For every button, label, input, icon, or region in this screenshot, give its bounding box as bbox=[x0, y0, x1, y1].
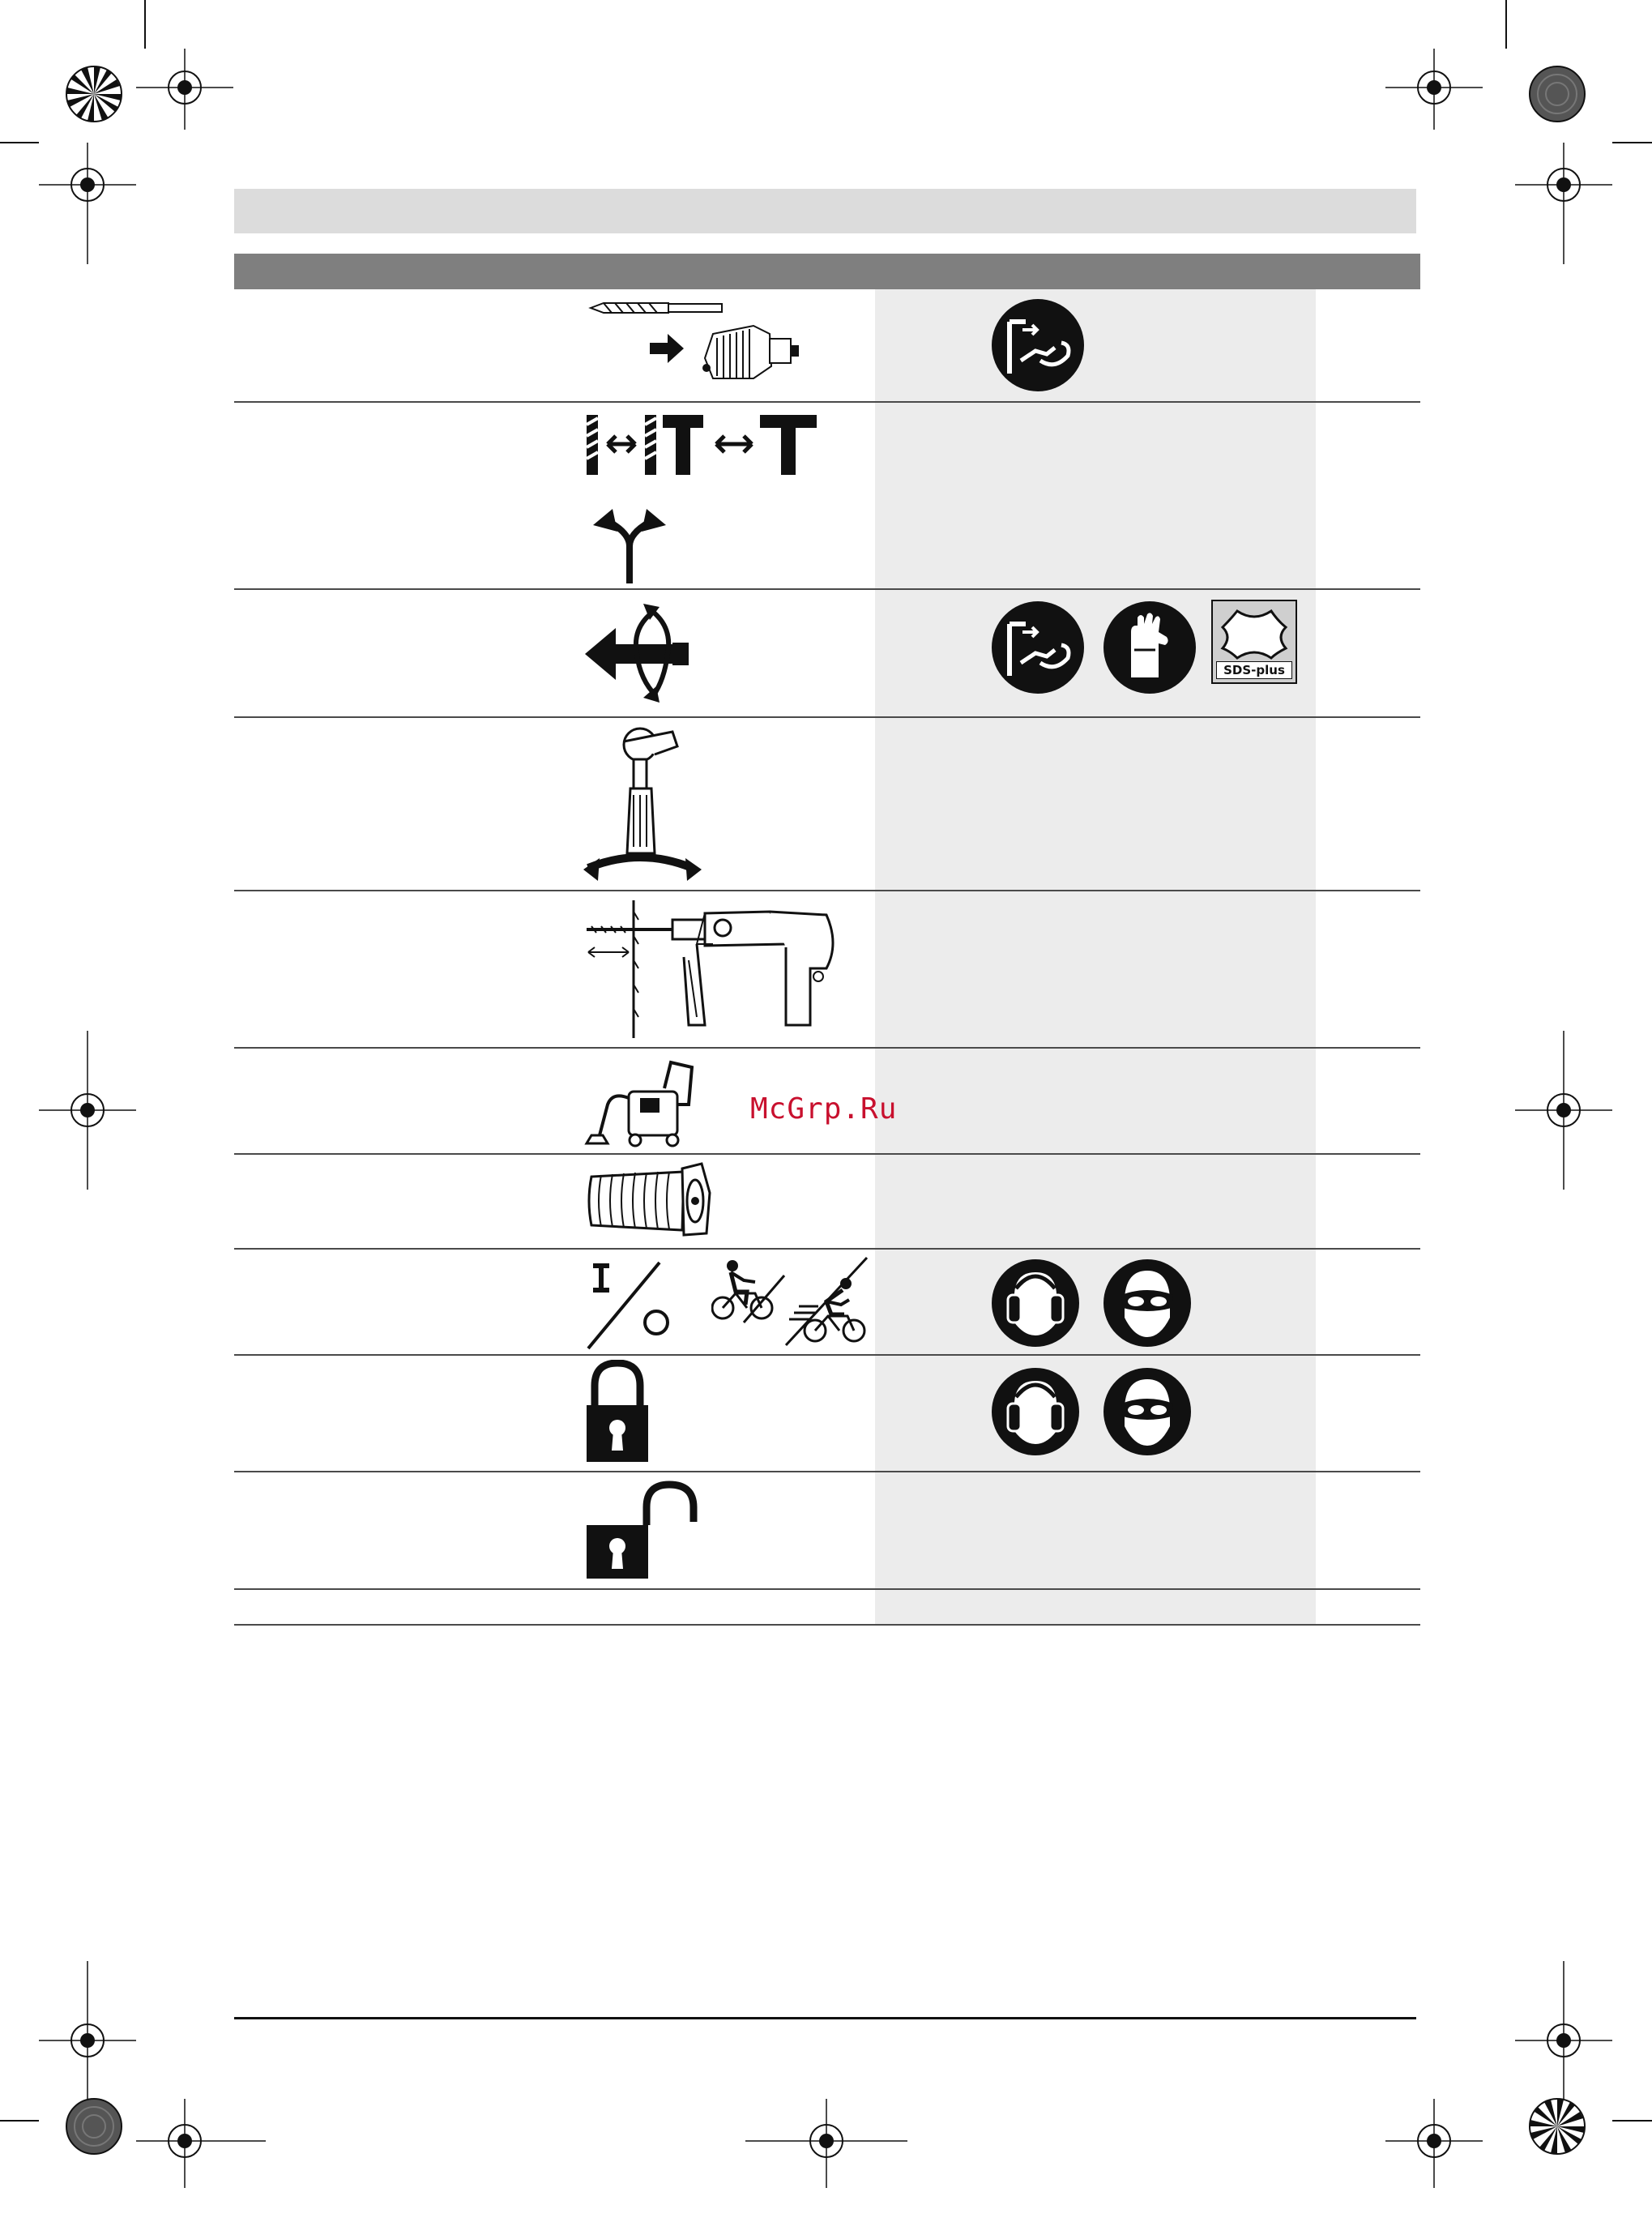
registration-mark bbox=[1515, 1961, 1612, 2120]
auxiliary-handle-icon bbox=[583, 725, 705, 887]
header-bar-dark bbox=[234, 254, 1420, 289]
row-divider bbox=[234, 716, 1420, 718]
row-divider bbox=[234, 890, 1420, 891]
registration-mark bbox=[39, 143, 136, 264]
row-divider bbox=[234, 1588, 1420, 1590]
arrow-right-icon bbox=[648, 332, 685, 365]
sds-plus-label: SDS-plus bbox=[1216, 661, 1292, 679]
row-divider bbox=[234, 1354, 1420, 1356]
dust-protection-cap-icon bbox=[585, 1160, 715, 1241]
sds-plus-badge bbox=[1211, 600, 1297, 684]
crop-line bbox=[144, 0, 146, 49]
rotation-direction-icon bbox=[583, 596, 693, 709]
registration-mark bbox=[1515, 143, 1612, 264]
switch-direction-icon bbox=[585, 504, 674, 585]
fast-cyclist-icon bbox=[783, 1254, 872, 1350]
footer-rule bbox=[234, 2017, 1416, 2019]
padlock-closed-icon bbox=[585, 1360, 650, 1465]
unplug-icon bbox=[990, 297, 1086, 393]
registration-mark bbox=[39, 1961, 136, 2120]
registration-mark bbox=[1385, 49, 1483, 130]
padlock-open-icon bbox=[585, 1480, 702, 1582]
ear-protection-icon bbox=[990, 1258, 1081, 1348]
crop-line bbox=[0, 142, 39, 143]
watermark: McGrp.Ru bbox=[750, 1092, 898, 1126]
on-off-switch-icon bbox=[587, 1261, 676, 1350]
row-divider bbox=[234, 588, 1420, 590]
gloves-icon bbox=[1102, 600, 1197, 695]
header-bar-light bbox=[234, 189, 1416, 233]
safety-goggles-icon bbox=[1102, 1258, 1193, 1348]
row-divider bbox=[234, 1153, 1420, 1155]
registration-mark bbox=[136, 49, 233, 130]
keyless-chuck-icon bbox=[697, 310, 802, 391]
gray-target-mark bbox=[1528, 65, 1586, 123]
star-target-mark bbox=[1528, 2097, 1586, 2156]
shaded-column bbox=[875, 289, 1316, 1625]
row-divider bbox=[234, 1624, 1420, 1626]
row-divider bbox=[234, 1471, 1420, 1472]
crop-line bbox=[1612, 142, 1652, 143]
ear-protection-icon bbox=[990, 1366, 1081, 1457]
registration-mark bbox=[1515, 1031, 1612, 1190]
row-divider bbox=[234, 1047, 1420, 1049]
unplug-icon bbox=[990, 600, 1086, 695]
vacuum-cleaner-icon bbox=[583, 1056, 705, 1149]
drill-mode-icon bbox=[585, 412, 658, 478]
crop-line bbox=[0, 2120, 39, 2122]
sds-shank-icon bbox=[1213, 605, 1296, 663]
depth-stop-drill-icon bbox=[583, 895, 843, 1041]
row-divider bbox=[234, 401, 1420, 403]
gray-target-mark bbox=[65, 2097, 123, 2156]
registration-mark bbox=[39, 1031, 136, 1190]
slow-cyclist-icon bbox=[711, 1259, 788, 1324]
row-divider bbox=[234, 1248, 1420, 1250]
registration-mark bbox=[1385, 2099, 1483, 2188]
hammer-mode-icon bbox=[658, 412, 824, 478]
safety-goggles-icon bbox=[1102, 1366, 1193, 1457]
registration-mark bbox=[745, 2099, 907, 2188]
star-target-mark bbox=[65, 65, 123, 123]
registration-mark bbox=[136, 2099, 266, 2188]
crop-line bbox=[1505, 0, 1507, 49]
crop-line bbox=[1612, 2120, 1652, 2122]
